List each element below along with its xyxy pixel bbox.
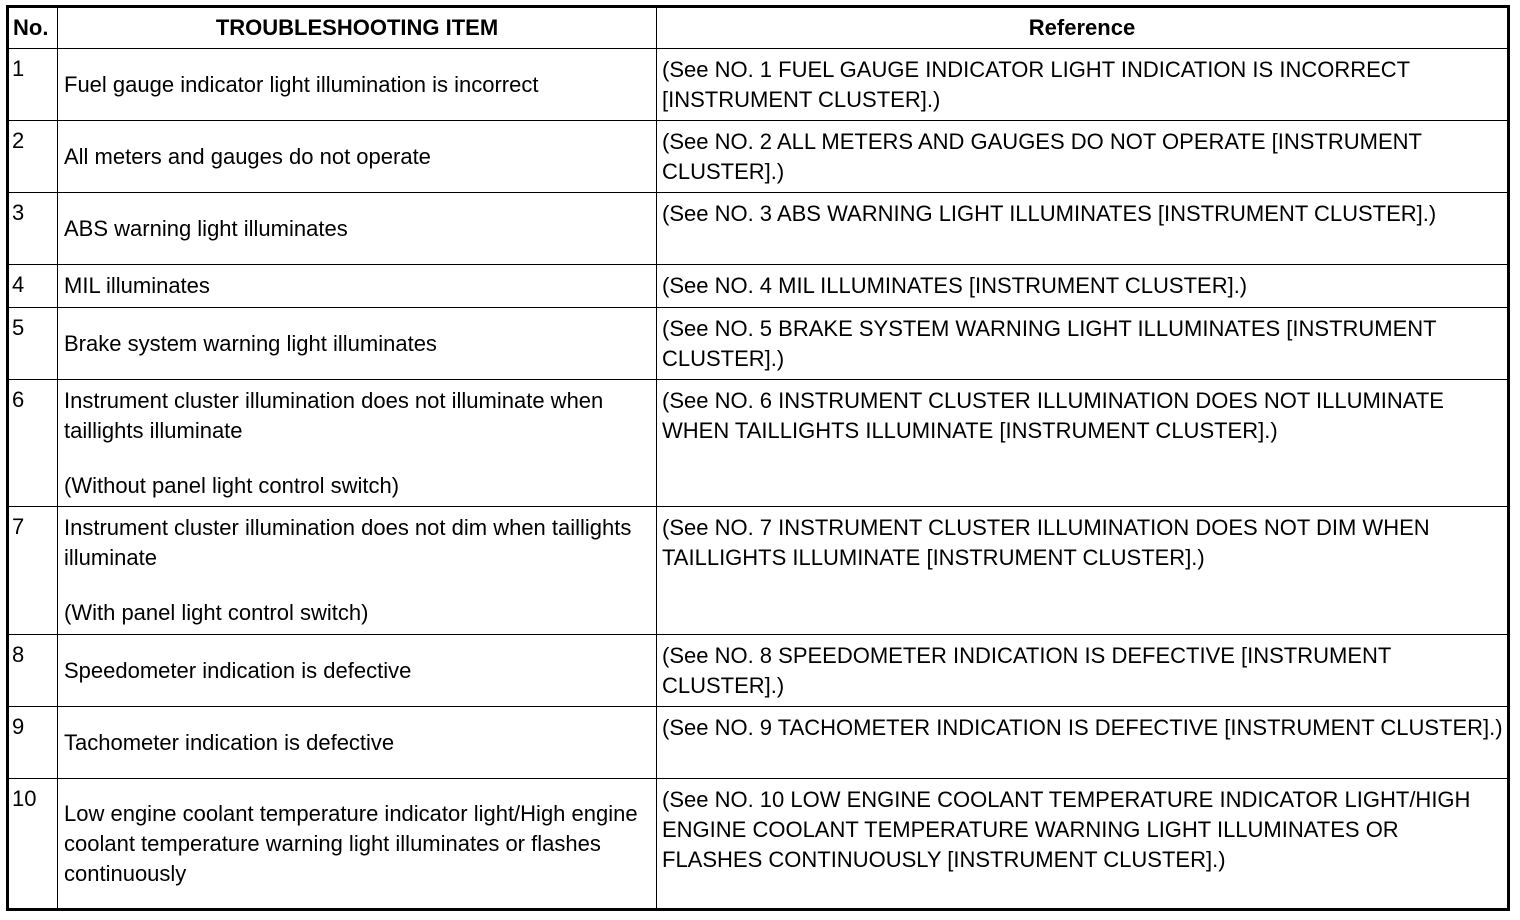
header-troubleshooting-item: TROUBLESHOOTING ITEM (58, 7, 657, 49)
troubleshooting-item: Speedometer indication is defective (58, 635, 657, 707)
item-text: Instrument cluster illumination does not illuminate when taillights illuminate (64, 388, 604, 443)
reference-link[interactable]: (See NO. 6 INSTRUMENT CLUSTER ILLUMINATION DOES NOT ILLUMINATE WHEN TAILLIGHTS ILLUMINATE [INSTRUMENT CLUSTER].) (657, 380, 1509, 507)
troubleshooting-item: MIL illuminates (58, 265, 657, 308)
header-no: No. (8, 7, 58, 49)
table-row (8, 265, 1509, 308)
troubleshooting-item: ABS warning light illuminates (58, 193, 657, 265)
reference-link[interactable]: (See NO. 10 LOW ENGINE COOLANT TEMPERATURE INDICATOR LIGHT/HIGH ENGINE COOLANT TEMPERATURE WARNING LIGHT ILLUMINATES OR FLASHES CONTINUOUSLY [INSTRUMENT CLUSTER].) (657, 779, 1509, 910)
reference-link[interactable]: (See NO. 5 BRAKE SYSTEM WARNING LIGHT ILLUMINATES [INSTRUMENT CLUSTER].) (657, 308, 1509, 380)
item-text: Instrument cluster illumination does not dim when taillights illuminate (64, 515, 632, 570)
row-number: 8 (8, 635, 58, 707)
table-row (8, 49, 1509, 121)
troubleshooting-item: All meters and gauges do not operate (58, 121, 657, 193)
reference-link[interactable]: (See NO. 1 FUEL GAUGE INDICATOR LIGHT INDICATION IS INCORRECT [INSTRUMENT CLUSTER].) (657, 49, 1509, 121)
row-number: 1 (8, 49, 58, 121)
reference-link[interactable]: (See NO. 7 INSTRUMENT CLUSTER ILLUMINATION DOES NOT DIM WHEN TAILLIGHTS ILLUMINATE [INSTRUMENT CLUSTER].) (657, 507, 1509, 635)
troubleshooting-item (58, 507, 657, 635)
reference-link[interactable]: (See NO. 4 MIL ILLUMINATES [INSTRUMENT CLUSTER].) (657, 265, 1509, 308)
troubleshooting-table (6, 5, 1510, 911)
row-number: 6 (8, 380, 58, 507)
table-row (8, 707, 1509, 779)
row-number: 3 (8, 193, 58, 265)
item-note: (Without panel light control switch) (64, 473, 400, 498)
row-number: 10 (8, 779, 58, 910)
table-row (8, 308, 1509, 380)
reference-link[interactable]: (See NO. 9 TACHOMETER INDICATION IS DEFECTIVE [INSTRUMENT CLUSTER].) (657, 707, 1509, 779)
row-number: 5 (8, 308, 58, 380)
table-row (8, 507, 1509, 635)
table-row (8, 193, 1509, 265)
table-row (8, 121, 1509, 193)
row-number: 2 (8, 121, 58, 193)
row-number: 7 (8, 507, 58, 635)
header-reference: Reference (657, 7, 1509, 49)
troubleshooting-item: Fuel gauge indicator light illumination is incorrect (58, 49, 657, 121)
troubleshooting-item (58, 380, 657, 507)
reference-link[interactable]: (See NO. 8 SPEEDOMETER INDICATION IS DEFECTIVE [INSTRUMENT CLUSTER].) (657, 635, 1509, 707)
table-row (8, 635, 1509, 707)
table-header-row (8, 7, 1509, 49)
troubleshooting-item: Tachometer indication is defective (58, 707, 657, 779)
table-row (8, 380, 1509, 507)
reference-link[interactable]: (See NO. 3 ABS WARNING LIGHT ILLUMINATES [INSTRUMENT CLUSTER].) (657, 193, 1509, 265)
troubleshooting-item: Brake system warning light illuminates (58, 308, 657, 380)
reference-link[interactable]: (See NO. 2 ALL METERS AND GAUGES DO NOT OPERATE [INSTRUMENT CLUSTER].) (657, 121, 1509, 193)
item-note: (With panel light control switch) (64, 600, 369, 625)
table-row (8, 779, 1509, 910)
row-number: 9 (8, 707, 58, 779)
row-number: 4 (8, 265, 58, 308)
troubleshooting-item: Low engine coolant temperature indicator light/High engine coolant temperature warning light illuminates or flashes continuously (58, 779, 657, 910)
